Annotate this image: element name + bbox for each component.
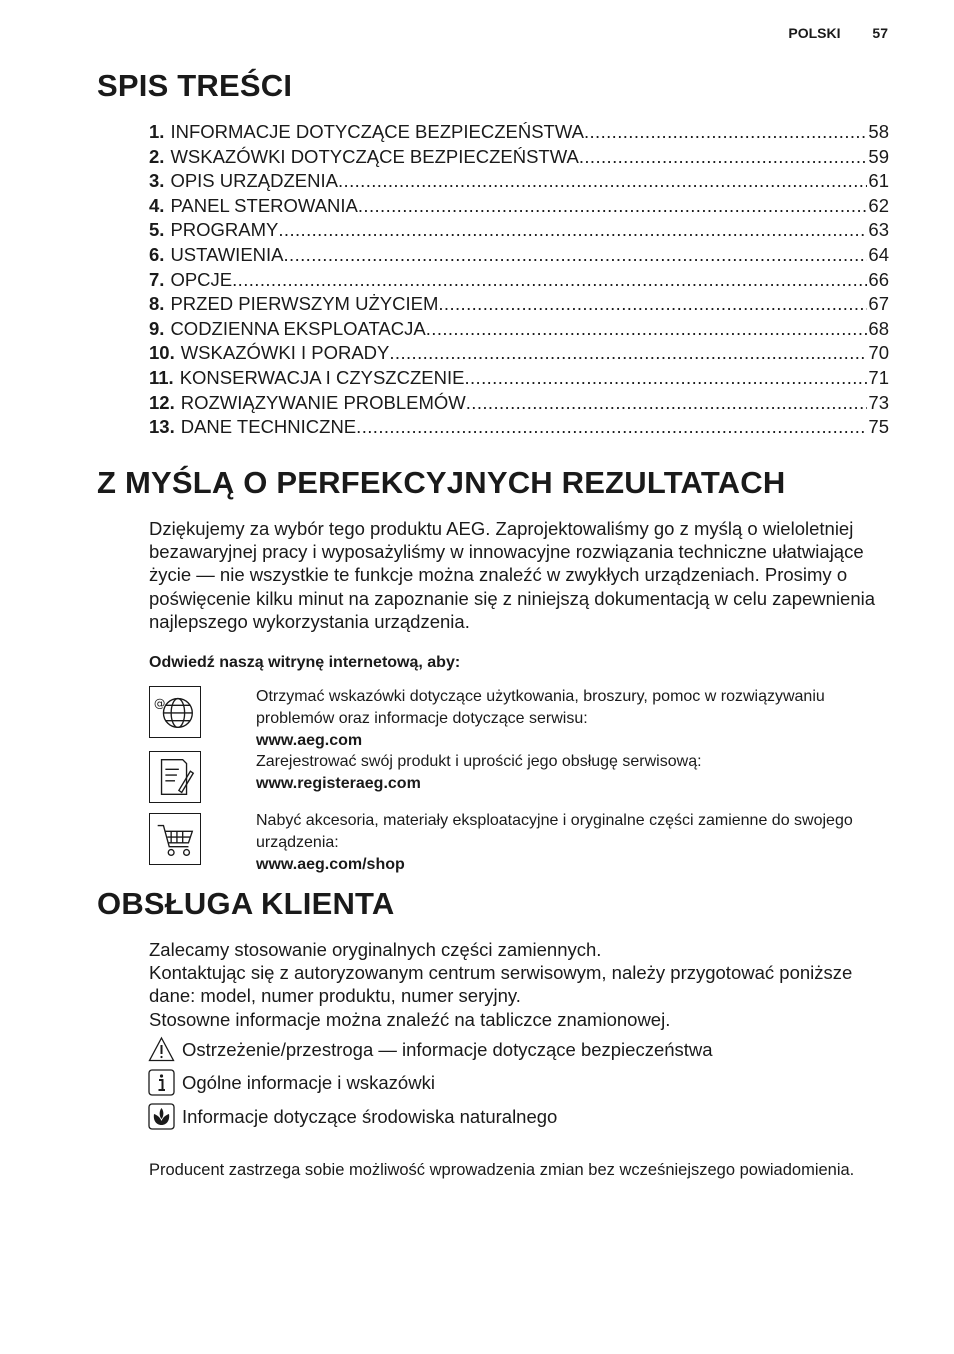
toc-item-label: WSKAZÓWKI I PORADY xyxy=(180,342,390,364)
toc-leader-dots xyxy=(584,120,867,145)
toc-item-page: 64 xyxy=(868,243,889,265)
toc-item[interactable] xyxy=(149,366,889,391)
toc-item-number: 8. xyxy=(149,293,165,315)
service-line: Stosowne informacje można znaleźć na tabliczce znamionowej. xyxy=(149,1008,671,1030)
web-item-shop xyxy=(149,812,879,873)
toc-title: SPIS TREŚCI xyxy=(97,68,293,103)
toc-leader-dots xyxy=(358,194,868,219)
web-item-description: Zarejestrować swój produkt i uprościć jego obsługę serwisową: xyxy=(256,753,702,770)
toc-item-page: 67 xyxy=(868,293,889,315)
toc-item-page: 71 xyxy=(868,366,889,388)
toc-leader-dots xyxy=(278,218,867,243)
warning-icon xyxy=(148,1036,175,1063)
toc-item-label: INFORMACJE DOTYCZĄCE BEZPIECZEŃSTWA xyxy=(170,121,584,142)
service-line: Kontaktując się z autoryzowanym centrum serwisowym, należy przygotować poniższe dane: model, numer produktu, numer seryjny. xyxy=(149,962,853,1007)
toc-leader-dots xyxy=(232,268,867,293)
toc-leader-dots xyxy=(389,341,867,366)
page-header xyxy=(788,25,888,41)
toc-item-number: 3. xyxy=(149,170,165,192)
toc-item[interactable] xyxy=(149,391,889,416)
toc-item-label: PANEL STEROWANIA xyxy=(170,194,358,216)
toc-item-number: 2. xyxy=(149,145,165,167)
toc-item-page: 63 xyxy=(868,219,889,241)
toc-item-number: 4. xyxy=(149,194,165,216)
legend-info xyxy=(148,1069,435,1096)
legend-text: Informacje dotyczące środowiska naturalnego xyxy=(182,1105,558,1127)
toc-item-label: KONSERWACJA I CZYSZCZENIE xyxy=(179,366,465,388)
visit-website-heading: Odwiedź naszą witrynę internetową, aby: xyxy=(149,654,461,671)
legend-text: Ostrzeżenie/przestroga — informacje dotyczące bezpieczeństwa xyxy=(182,1038,713,1060)
toc-item[interactable] xyxy=(149,317,889,342)
toc-leader-dots xyxy=(466,391,868,416)
toc-item-page: 73 xyxy=(868,391,889,413)
toc-item-page: 68 xyxy=(868,317,889,339)
web-item-text xyxy=(256,810,876,876)
web-item-register xyxy=(149,751,879,807)
toc-item[interactable] xyxy=(149,268,889,293)
toc-item-label: PROGRAMY xyxy=(170,219,279,241)
web-item-description: Nabyć akcesoria, materiały eksploatacyjne i oryginalne części zamienne do swojego urządzenia: xyxy=(256,812,853,851)
toc-item-number: 10. xyxy=(149,342,175,364)
section-title-customer-service: OBSŁUGA KLIENTA xyxy=(97,886,395,921)
service-line: Zalecamy stosowanie oryginalnych części zamiennych. xyxy=(149,939,602,960)
toc-item-label: ROZWIĄZYWANIE PROBLEMÓW xyxy=(180,391,466,413)
web-item-support xyxy=(149,686,879,749)
toc-item[interactable] xyxy=(149,169,889,194)
toc-item-page: 61 xyxy=(868,170,889,192)
service-paragraph xyxy=(149,938,879,1031)
toc-item-page: 66 xyxy=(868,268,889,290)
legend-text: Ogólne informacje i wskazówki xyxy=(182,1071,435,1093)
toc-item[interactable] xyxy=(149,341,889,366)
toc-item-page: 62 xyxy=(868,194,889,216)
toc-item-number: 6. xyxy=(149,243,165,265)
toc-item-page: 59 xyxy=(868,145,889,167)
legend-warning xyxy=(148,1036,713,1063)
toc-leader-dots xyxy=(464,366,867,391)
web-item-text xyxy=(256,686,876,752)
toc-item-page: 58 xyxy=(868,121,889,142)
toc-item-label: DANE TECHNICZNE xyxy=(180,416,357,438)
toc-item-label: WSKAZÓWKI DOTYCZĄCE BEZPIECZEŃSTWA xyxy=(170,145,579,167)
toc-item-label: USTAWIENIA xyxy=(170,243,284,265)
toc-item-number: 11. xyxy=(149,366,174,388)
toc-item-number: 9. xyxy=(149,317,165,339)
register-icon xyxy=(149,751,201,803)
toc-item-number: 7. xyxy=(149,268,165,290)
website-link[interactable]: www.aeg.com xyxy=(256,732,363,749)
info-icon xyxy=(148,1069,175,1096)
toc-leader-dots xyxy=(338,169,867,194)
intro-paragraph: Dziękujemy za wybór tego produktu AEG. Zaprojektowaliśmy go z myślą o wieloletniej bezawaryjnej pracy i wyposażyliśmy w innowacyjne rozwiązania techniczne ułatwiające życie — nie wszystkie te funkcje można znaleźć w zwykłych urządzeniach. Prosimy o poświęcenie kilku minut na zapoznanie się z niniejszą dokumentacją w celu zapewnienia najlepszego wykorzystania urządzenia. xyxy=(149,518,876,632)
toc-item-number: 13. xyxy=(149,416,175,438)
web-item-description: Otrzymać wskazówki dotyczące użytkowania, broszury, pomoc w rozwiązywaniu problemów oraz informacje dotyczące serwisu: xyxy=(256,688,825,727)
toc-leader-dots xyxy=(426,317,868,342)
svg-text:@: @ xyxy=(153,696,166,711)
toc-item[interactable] xyxy=(149,194,889,219)
toc-leader-dots xyxy=(284,243,868,268)
toc-item-page: 75 xyxy=(868,416,889,438)
toc-item[interactable] xyxy=(149,415,889,440)
toc-item[interactable] xyxy=(149,218,889,243)
globe-icon xyxy=(149,686,201,738)
page-number: 57 xyxy=(872,25,888,41)
legend-environment xyxy=(148,1103,557,1130)
change-notice: Producent zastrzega sobie możliwość wprowadzenia zmian bez wcześniejszego powiadomienia. xyxy=(149,1161,855,1179)
toc-item-label: PRZED PIERWSZYM UŻYCIEM xyxy=(170,293,439,315)
toc-item[interactable] xyxy=(149,243,889,268)
toc-item[interactable] xyxy=(149,145,889,170)
toc-leader-dots xyxy=(356,415,867,440)
shop-link[interactable]: www.aeg.com/shop xyxy=(256,856,405,873)
toc-item-number: 1. xyxy=(149,121,165,142)
toc-item-label: OPCJE xyxy=(170,268,233,290)
section-title-perfect-results: Z MYŚLĄ O PERFEKCYJNYCH REZULTATACH xyxy=(97,465,786,500)
toc-item[interactable] xyxy=(149,120,889,145)
toc-item[interactable] xyxy=(149,292,889,317)
table-of-contents xyxy=(149,120,889,440)
environment-icon xyxy=(148,1103,175,1130)
toc-item-number: 5. xyxy=(149,219,165,241)
language-label: POLSKI xyxy=(788,25,841,41)
toc-leader-dots xyxy=(438,292,867,317)
register-link[interactable]: www.registeraeg.com xyxy=(256,775,421,792)
toc-item-label: OPIS URZĄDZENIA xyxy=(170,170,338,192)
web-item-text xyxy=(256,751,876,795)
toc-item-label: CODZIENNA EKSPLOATACJA xyxy=(170,317,426,339)
cart-icon xyxy=(149,813,201,865)
toc-leader-dots xyxy=(579,145,868,170)
toc-item-number: 12. xyxy=(149,391,175,413)
toc-item-page: 70 xyxy=(868,342,889,364)
